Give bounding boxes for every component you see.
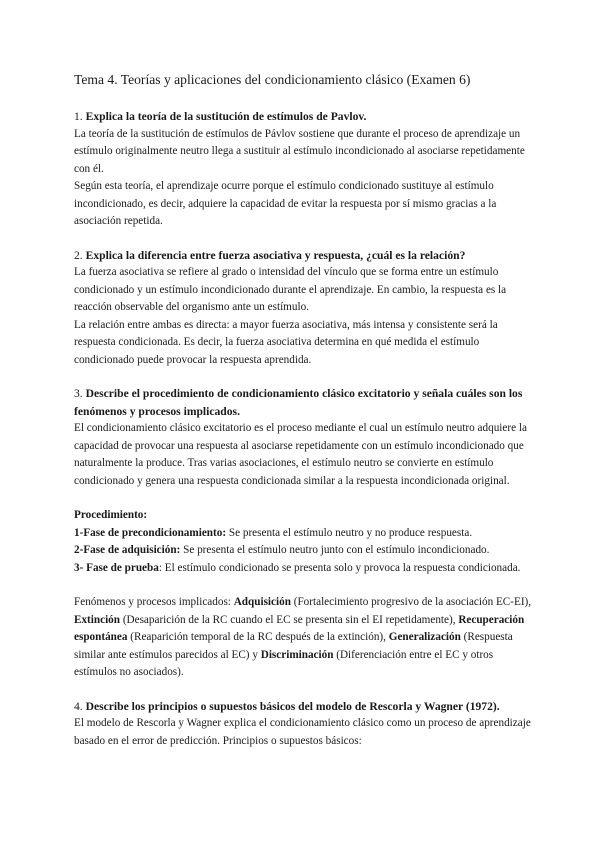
question-1-paragraph-1: La teoría de la sustitución de estímulos de Pávlov sostiene que durante el proceso de aprendizaje un estímulo originalmente neutro llega a sustituir al estímulo incondicionado al asociarse repetidamente con él.	[74, 127, 525, 175]
phenomenon-generalization-text: (Respuesta similar ante estímulos parecidos al EC) y	[74, 631, 513, 661]
question-2-section	[74, 247, 536, 370]
question-1-number: 1.	[74, 110, 83, 123]
phenomenon-recovery-text: (Reaparición temporal de la RC después de la extinción),	[127, 631, 389, 643]
question-2-paragraph-1: La fuerza asociativa se refiere al grado o intensidad del vínculo que se forma entre un estímulo condicionado y un estímulo incondicionado durante el aprendizaje. En cambio, la respuesta es la reacción observable del organismo ante un estímulo.	[74, 266, 507, 313]
question-4-number: 4.	[74, 699, 83, 713]
question-4-paragraph-1: El modelo de Rescorla y Wagner explica el condicionamiento clásico como un proceso de aprendizaje basado en el error de predicción. Principios o supuestos básicos:	[74, 717, 531, 747]
question-2-paragraph-2: La relación entre ambas es directa: a mayor fuerza asociativa, más intensa y consistente será la respuesta condicionada. Es decir, la fuerza asociativa determina en qué medida el estímulo condicionado puede provocar la respuesta aprendida.	[74, 318, 498, 366]
phase-2-label: 2-Fase de adquisición:	[74, 544, 181, 556]
question-3-paragraph-1: El condicionamiento clásico excitatorio es el proceso mediante el cual un estímulo neutro adquiere la capacidad de provocar una respuesta al asociarse repetidamente con un estímulo incondicionado que naturalmente la produce. Tras varias asociaciones, el estímulo neutro se convierte en estímulo condicionado y genera una respuesta condicionada similar a la respuesta incondicionada original.	[74, 422, 527, 487]
question-1-text: Explica la teoría de la sustitución de estímulos de Pavlov.	[85, 110, 367, 123]
phase-1-text: Se presenta el estímulo neutro y no produce respuesta.	[226, 526, 473, 539]
question-4-section	[74, 698, 536, 751]
question-1-heading	[74, 108, 536, 126]
question-2-number: 2.	[74, 248, 83, 262]
question-3-text: Describe el procedimiento de condicionamiento clásico excitatorio y señala cuáles son los fenómenos y procesos implicados.	[74, 387, 523, 418]
phase-1-label: 1-Fase de precondicionamiento:	[74, 526, 227, 539]
phenomenon-extinction-label: Extinción	[74, 613, 121, 626]
question-2-text: Explica la diferencia entre fuerza asociativa y respuesta, ¿cuál es la relación?	[85, 248, 466, 262]
procedure-heading-text: Procedimiento:	[74, 509, 148, 521]
phenomenon-discrimination-label: Discriminación	[260, 648, 334, 661]
phenomenon-discrimination-text: (Diferenciación entre el EC y otros estímulos no asociados).	[74, 648, 494, 678]
question-1-section	[74, 108, 536, 231]
question-3-heading	[74, 385, 536, 420]
phenomenon-recovery-label: Recuperación espontánea	[74, 613, 525, 643]
question-1-paragraph-2: Según esta teoría, el aprendizaje ocurre porque el estímulo condicionado sustituye al estímulo incondicionado, es decir, adquiere la capacidad de evitar la respuesta por sí mismo gracias a la asociación repetida.	[74, 180, 497, 227]
question-3-number: 3.	[74, 387, 83, 400]
phenomena-intro: Fenómenos y procesos implicados:	[74, 596, 234, 608]
document-title: Tema 4. Teorías y aplicaciones del condicionamiento clásico (Examen 6)	[74, 72, 471, 87]
phase-2-text: Se presenta el estímulo neutro junto con el estímulo incondicionado.	[180, 544, 490, 556]
spacer	[74, 577, 536, 594]
procedure-phase-1	[74, 525, 536, 543]
question-4-text: Describe los principios o supuestos básicos del modelo de Rescorla y Wagner (1972).	[85, 699, 500, 713]
phenomenon-acquisition-text: (Fortalecimiento progresivo de la asociación EC-EI),	[290, 596, 532, 608]
phenomenon-acquisition-label: Adquisición	[233, 596, 291, 608]
question-3-section	[74, 385, 536, 682]
phase-3-label: 3- Fase de prueba	[74, 561, 159, 574]
procedure-phase-2	[74, 542, 536, 560]
question-4-heading	[74, 698, 536, 716]
spacer	[74, 490, 536, 507]
procedure-heading	[74, 507, 536, 525]
document-page	[74, 70, 536, 766]
procedure-phase-3	[74, 560, 536, 578]
phenomenon-generalization-label: Generalización	[388, 631, 461, 643]
question-2-heading	[74, 247, 536, 265]
phenomena-paragraph	[74, 594, 536, 682]
phenomenon-extinction-text: (Desaparición de la RC cuando el EC se presenta sin el EI repetidamente),	[120, 613, 459, 626]
phase-3-text: : El estímulo condicionado se presenta solo y provoca la respuesta condicionada.	[158, 561, 521, 574]
